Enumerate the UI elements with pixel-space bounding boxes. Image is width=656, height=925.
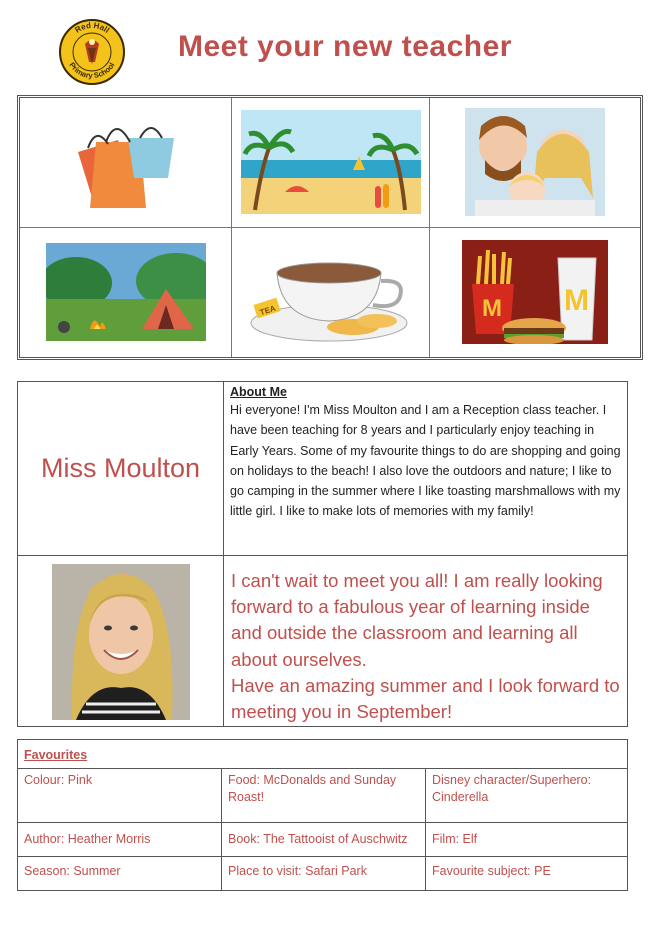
logo-top-text: Red Hall	[73, 20, 112, 35]
favourite-book: Book: The Tattooist of Auschwitz	[222, 823, 426, 857]
favourite-food: Food: McDonalds and Sunday Roast!	[222, 769, 426, 823]
picture-grid	[17, 95, 643, 360]
camping-image	[20, 228, 232, 358]
school-logo	[58, 18, 126, 86]
about-me-heading: About Me	[230, 385, 287, 399]
svg-text:M: M	[564, 284, 589, 318]
photo-cell	[18, 556, 224, 726]
page-title: Meet your new teacher	[178, 30, 512, 63]
favourite-character: Disney character/Superhero: Cinderella	[426, 769, 627, 823]
farewell-message: Have an amazing summer and I look forward to meeting you in September!	[231, 674, 620, 723]
beach-image	[232, 98, 430, 228]
about-table	[17, 381, 628, 727]
favourites-table	[17, 739, 628, 891]
tea-tag-text: TEA	[258, 303, 277, 318]
favourite-season: Season: Summer	[18, 857, 222, 890]
teacher-photo	[52, 564, 190, 720]
favourite-subject: Favourite subject: PE	[432, 864, 551, 878]
teacher-name-cell	[18, 382, 224, 556]
svg-text:M: M	[482, 295, 502, 323]
favourite-author: Author: Heather Morris	[18, 823, 222, 857]
favourite-place: Place to visit: Safari Park	[222, 857, 426, 890]
logo-bottom-text: Primary School	[67, 60, 117, 81]
favourite-colour: Colour: Pink	[18, 769, 222, 823]
message-cell	[224, 556, 627, 726]
family-image	[430, 98, 640, 228]
welcome-message: I can't wait to meet you all! I am really looking forward to a fabulous year of learning inside and outside the classroom and learning all about ourselves.	[231, 570, 603, 670]
favourites-grid	[18, 769, 627, 890]
teacher-name: Miss Moulton	[40, 453, 201, 483]
tea-image	[232, 228, 430, 358]
about-me-cell	[224, 382, 627, 556]
favourites-header	[18, 740, 627, 769]
favourite-film: Film: Elf	[426, 823, 627, 857]
shopping-bags-image	[20, 98, 232, 228]
favourites-title: Favourites	[24, 748, 88, 762]
about-me-text: Hi everyone! I'm Miss Moulton and I am a Reception class teacher. I have been teaching for 8 years and I particularly enjoy teaching in Early Years. Some of my favourite things to do are shopping and going on holidays to the beach! I also love the outdoors and nature; I like to go camping in the summer where I like toasting marshmallows with my little girl. I like to make lots of memories with my family!	[230, 403, 621, 519]
mcdonalds-image	[430, 228, 640, 358]
